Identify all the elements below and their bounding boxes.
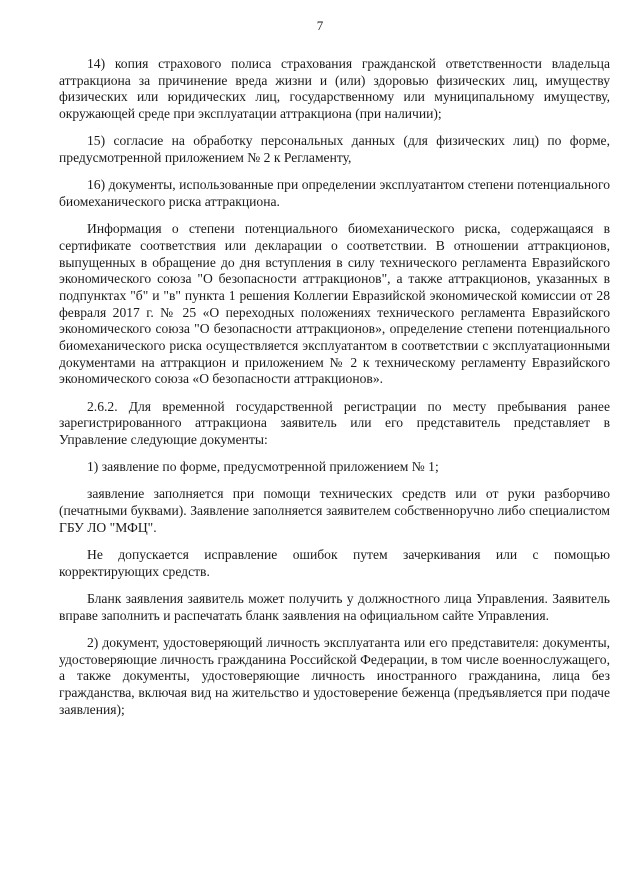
paragraph-item-15: 15) согласие на обработку персональных данных (для физических лиц) по форме, предусмотренной приложением № 2 к Регламенту, xyxy=(59,133,610,166)
paragraph-application-form: Бланк заявления заявитель может получить у должностного лица Управления. Заявитель вправе заполнить и распечатать бланк заявления на официальном сайте Управления. xyxy=(59,590,610,623)
paragraph-item-14: 14) копия страхового полиса страхования гражданской ответственности владельца аттракциона за причинение вреда жизни и (или) здоровью физических лиц, имуществу физических или юридических лиц, государственному или муниципальному имуществу, окружающей среде при эксплуатации аттракциона (при наличии); xyxy=(59,56,610,122)
paragraph-item-2-identity-document: 2) документ, удостоверяющий личность эксплуатанта или его представителя: документы, удостоверяющие личность гражданина Российской Федерации, в том числе военнослужащего, а также документы, удостоверяющие личность иностранного гражданина, лица без гражданства, включая вид на жительство и удостоверение беженца (предъявляется при подаче заявления); xyxy=(59,634,610,717)
page-number: 7 xyxy=(316,18,324,33)
paragraph-risk-information: Информация о степени потенциального биомеханического риска, содержащаяся в сертификате соответствия или декларации о соответствии. В отношении аттракционов, выпущенных в обращение до дня вступления в силу технического регламента Евразийского экономического союза "О безопасности аттракционов", а также аттракционов, указанных в подпунктах "б" и "в" пункта 1 решения Коллегии Евразийской экономической комиссии от 28 февраля 2017 г. № 25 «О переходных положениях технического регламента Евразийского экономического союза "О безопасности аттракционов», определение степени потенциального биомеханического риска осуществляется эксплуатантом в соответствии с эксплуатационными документами на аттракцион и приложением № 2 к техническому регламенту Евразийского экономического союза «О безопасности аттракционов». xyxy=(59,221,610,387)
document-body xyxy=(59,56,610,727)
paragraph-item-1-application: 1) заявление по форме, предусмотренной приложением № 1; xyxy=(87,459,439,475)
paragraph-application-filling: заявление заполняется при помощи технических средств или от руки разборчиво (печатными буквами). Заявление заполняется заявителем собственноручно либо специалистом ГБУ ЛО "МФЦ". xyxy=(59,486,610,535)
paragraph-section-2-6-2: 2.6.2. Для временной государственной регистрации по месту пребывания ранее зарегистрированного аттракциона заявитель или его представитель представляет в Управление следующие документы: xyxy=(59,398,610,448)
paragraph-item-16: 16) документы, использованные при определении эксплуатантом степени потенциального биомеханического риска аттракциона. xyxy=(59,177,610,209)
paragraph-no-corrections: Не допускается исправление ошибок путем зачеркивания или с помощью корректирующих средств. xyxy=(59,547,610,579)
